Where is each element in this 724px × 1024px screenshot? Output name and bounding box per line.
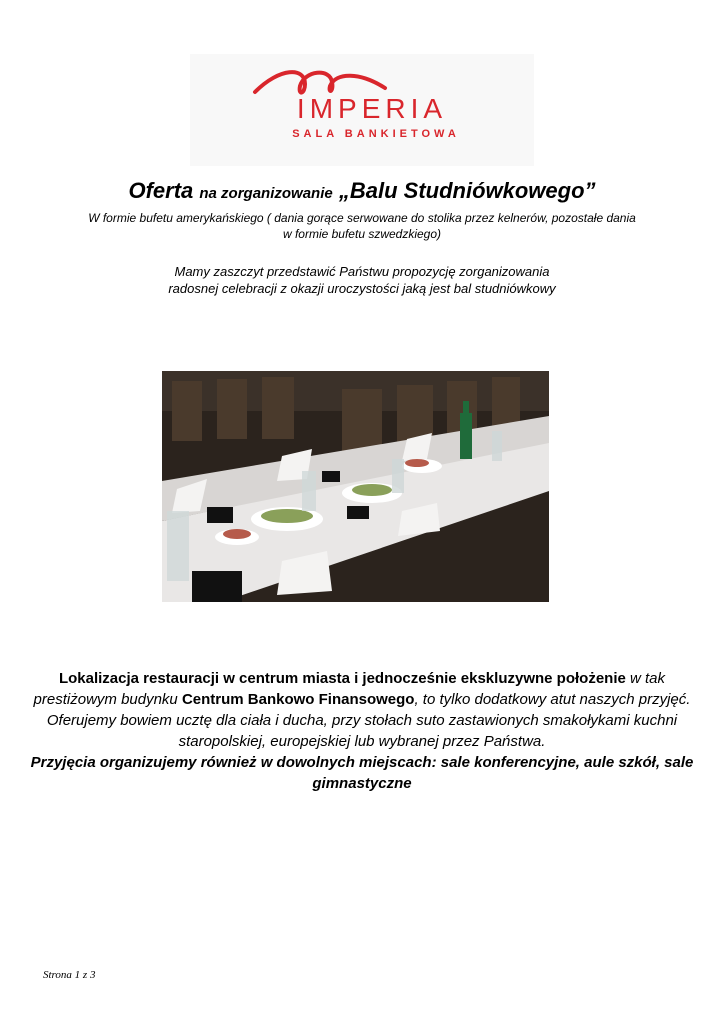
- banquet-table-image: [162, 371, 549, 602]
- location-text-a: w tak prestiżowym budynku: [33, 670, 666, 708]
- subtitle-line-1: W formie bufetu amerykańskiego ( dania gorące serwowane do stolika przez kelnerów, pozostałe dania: [88, 211, 636, 225]
- title-word: Oferta: [128, 178, 194, 203]
- title-event: „Balu Studniówkowego”: [338, 178, 596, 203]
- intro-line-2: radosnej celebracji z okazji uroczystości jaką jest bal studniówkowy: [168, 281, 556, 296]
- location-text-b: , to tylko dodatkowy atut naszych przyjęć. Oferujemy bowiem ucztę dla ciała i ducha, przy stołach suto zastawionych smakołykami kuchni staropolskiej, europejskiej lub wybranej przez Państwa.: [46, 691, 691, 750]
- external-venues: Przyjęcia organizujemy również w dowolnych miejscach: sale konferencyjne, aule szkół, sale gimnastyczne: [30, 754, 694, 792]
- page-number: Strona 1 z 3: [43, 969, 96, 981]
- offer-description: [30, 668, 694, 794]
- title-mid: na zorganizowanie: [199, 185, 333, 202]
- venue-name: Centrum Bankowo Finansowego: [181, 691, 415, 708]
- location-highlight: Lokalizacja restauracji w centrum miasta i jednocześnie ekskluzywne położenie: [58, 670, 626, 687]
- logo-name: IMPERIA: [296, 93, 448, 124]
- logo-subtitle: SALA BANKIETOWA: [292, 128, 460, 140]
- banquet-photo: [162, 371, 549, 602]
- page-title: [0, 178, 724, 204]
- intro-line-1: Mamy zaszczyt przedstawić Państwu propozycję zorganizowania: [174, 264, 550, 279]
- subtitle-line-2: w formie bufetu szwedzkiego): [282, 227, 442, 241]
- intro-text: [40, 263, 684, 297]
- title-subtitle: [40, 210, 684, 242]
